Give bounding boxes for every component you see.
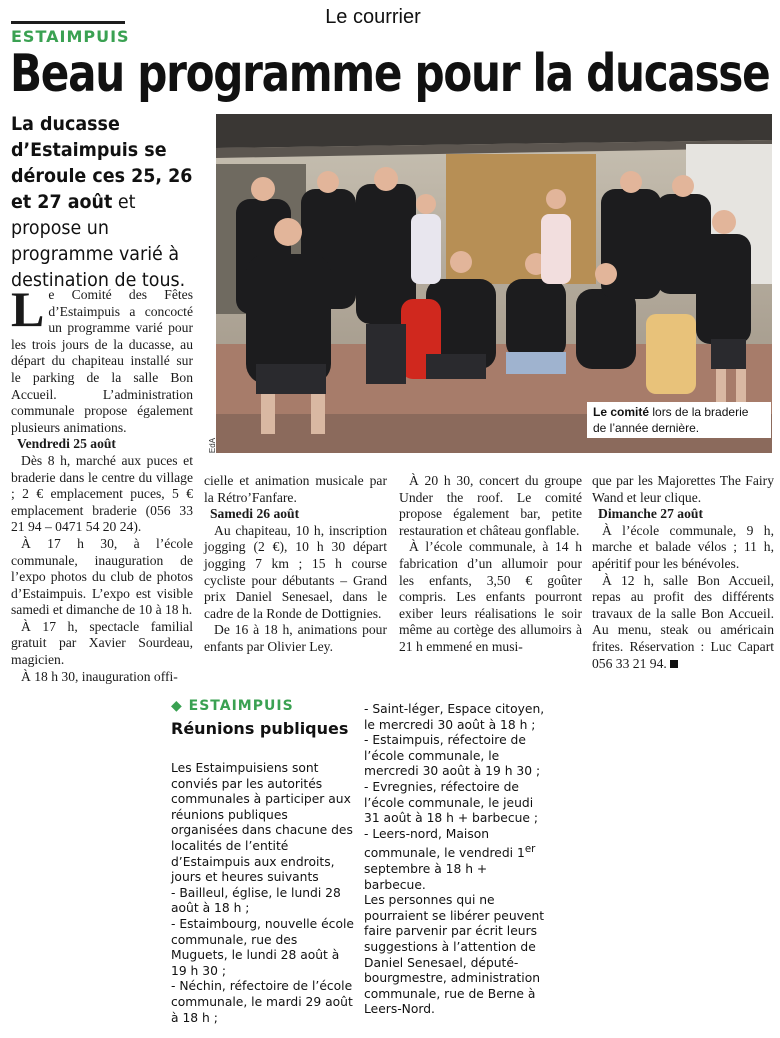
article-paragraph: Au chapiteau, 10 h, inscription jogging (2 €), 10 h 30 départ jogging 7 km ; 15 h course cycliste pour débutants – Grand prix Daniel Senesael, dans le cadre de la Ronde de Dottignies.	[204, 522, 387, 621]
list-item: - Evregnies, réfectoire de l’école communale, le jeudi 31 août à 18 h + barbecue ;	[364, 779, 538, 826]
ordinal-suffix: er	[524, 843, 536, 856]
box-intro: Les Estaimpuisiens sont conviés par les autorités communales à participer aux réunions publiques organisées dans chacune des localités de l’entité d’Estaimpuis aux endroits, jours et heures suivants	[171, 761, 353, 885]
lead-paragraph	[11, 111, 195, 293]
box-column-1	[171, 761, 355, 1026]
list-item: - Néchin, réfectoire de l’école communale, le mardi 29 août à 18 h ;	[171, 979, 353, 1025]
day-heading-friday: Vendredi 25 août	[17, 436, 116, 452]
lead-bold: La ducasse d’Estaimpuis se déroule ces 25, 26 et 27 août	[11, 113, 193, 213]
article-column-1	[11, 281, 193, 685]
article-paragraph: À 20 h 30, concert du groupe Under the roof. Le comité propose également bar, petite restauration et château gonflable.	[399, 473, 582, 538]
section-rubric: ESTAIMPUIS	[11, 27, 130, 46]
list-item: - Bailleul, église, le lundi 28 août à 18 h ;	[171, 885, 341, 916]
article-paragraph	[592, 573, 774, 673]
end-mark-icon	[670, 660, 678, 668]
article-paragraph: que par les Majorettes The Fairy Wand et leur clique.	[592, 473, 774, 505]
article-paragraph: À 17 h, spectacle familial gratuit par Xavier Sourdeau, magicien.	[11, 618, 193, 668]
article-paragraph: Dès 8 h, marché aux puces et braderie dans le centre du village ; 2 € emplacement puces, 5 € emplacement braderie (056 33 21 94 – 0471 54 20 24).	[11, 452, 193, 535]
list-item: - Estaimpuis, réfectoire de l’école communale, le mercredi 30 août à 19 h 30 ;	[364, 733, 541, 779]
day-heading-sunday: Dimanche 27 août	[598, 506, 703, 522]
box-title: Réunions publiques	[171, 719, 349, 738]
article-column-3	[399, 473, 582, 656]
caption-bold: Le comité	[593, 405, 650, 419]
rubric-rule	[11, 21, 125, 24]
article-paragraph: À l’école communale, 9 h, marche et balade vélos ; 11 h, apéritif pour les bénévoles.	[592, 522, 774, 571]
drop-cap: L	[11, 281, 45, 337]
list-item: - Saint-léger, Espace citoyen, le mercredi 30 août à 18 h ;	[364, 702, 545, 732]
article-paragraph-text: À 12 h, salle Bon Accueil, repas au profit des différents travaux de la salle Bon Accueil. Au menu, steak ou américain frites. Réservation : Luc Capart 056 33 21 94.	[592, 572, 774, 671]
article-paragraph: À l’école communale, à 14 h fabrication d’un allumoir pour les enfants, 3,50 € goûter compris. Les enfants pourront exiber leurs réalisations le soir même au cortège des allumoirs à 21 h emmené en musi-	[399, 539, 582, 654]
headline: Beau programme pour la ducasse	[10, 44, 770, 104]
list-item-text: - Leers-nord, Maison communale, le vendredi 1	[364, 826, 525, 861]
article-column-4	[592, 473, 774, 672]
photo-caption	[587, 402, 771, 438]
publication-name: Le courrier	[325, 6, 421, 28]
caption-rest: lors de la braderie de l’année dernière.	[593, 405, 749, 435]
article-paragraph: cielle et animation musicale par la Rétro’Fanfare.	[204, 473, 387, 505]
list-item	[364, 827, 546, 893]
lead-rest: et propose un programme varié à destination de tous.	[11, 191, 186, 291]
day-heading-saturday: Samedi 26 août	[210, 506, 300, 522]
box-rubric: ◆ ESTAIMPUIS	[171, 698, 294, 714]
list-item-text: septembre à 18 h + barbecue.	[364, 862, 488, 892]
article-paragraph: À 17 h 30, à l’école communale, inauguration de l’expo photos du club de photos d’Estaimpuis. L’expo est visible samedi et dimanche de 10 à 18 h.	[11, 535, 193, 618]
article-paragraph: De 16 à 18 h, animations pour enfants par Olivier Ley.	[204, 622, 387, 654]
photo-credit: EdA	[208, 437, 218, 454]
article-intro: e Comité des Fêtes d’Estaimpuis a concocté un programme varié pour les trois jours de la ducasse, au départ du chapiteau installé sur le parking de la salle Bon Accueil. L’administration communale propose également plusieurs animations.	[11, 287, 193, 435]
article-column-2	[204, 473, 387, 656]
box-column-2	[364, 702, 546, 1018]
list-item: - Estaimbourg, nouvelle école communale, rue des Muguets, le lundi 28 août à 19 h 30 ;	[171, 916, 354, 978]
box-outro: Les personnes qui ne pourraient se libérer peuvent faire parvenir par écrit leurs suggestions à l’attention de Daniel Senesael, député-bourgmestre, administration communale, rue de Berne à Leers-Nord.	[364, 893, 545, 1017]
article-paragraph: À 18 h 30, inauguration offi-	[21, 668, 178, 684]
